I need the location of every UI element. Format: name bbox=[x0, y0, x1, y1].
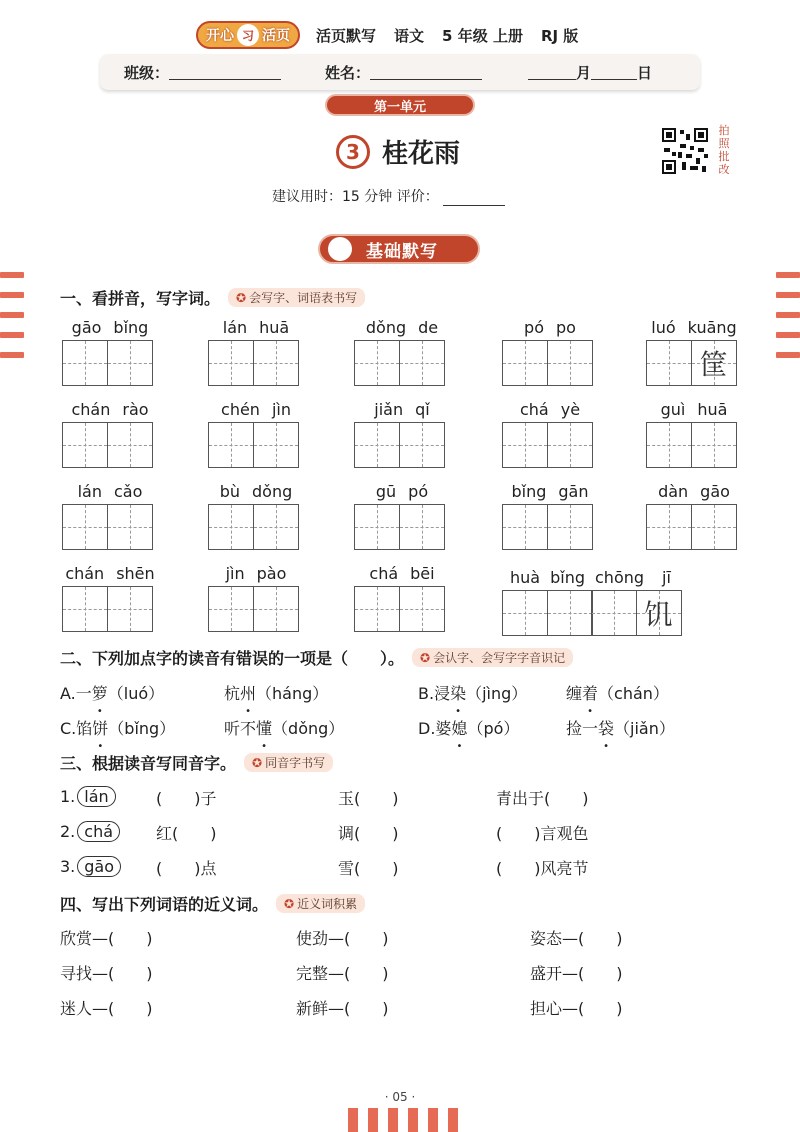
q3-row-1-blank-3[interactable]: 青出于( ) bbox=[496, 789, 589, 808]
q1-item-pinyin bbox=[354, 400, 450, 422]
char-box[interactable] bbox=[399, 340, 445, 386]
month-label: 月 bbox=[576, 63, 592, 82]
q1-item bbox=[62, 318, 158, 386]
char-box[interactable] bbox=[354, 422, 400, 468]
student-info-row bbox=[100, 54, 700, 90]
pinyin: gāo bbox=[71, 318, 102, 337]
q2-option-c[interactable]: C.馅饼（bǐng） bbox=[60, 719, 176, 738]
q1-item bbox=[502, 318, 598, 386]
grade-label bbox=[442, 25, 523, 46]
q4-row-1-item-1[interactable]: 欣赏—( ) bbox=[60, 929, 153, 948]
q1-item-boxes bbox=[208, 504, 304, 550]
lesson-title: 桂花雨 bbox=[382, 139, 461, 169]
char-box[interactable] bbox=[547, 590, 593, 636]
time-info bbox=[272, 186, 505, 206]
q1-long-item bbox=[502, 568, 692, 636]
q1-item-boxes bbox=[502, 340, 598, 386]
q1-item-boxes bbox=[208, 422, 304, 468]
brand-logo bbox=[196, 21, 300, 49]
pinyin: pào bbox=[256, 564, 287, 583]
subject-label: 语文 bbox=[394, 26, 425, 45]
q4-row-3-item-3[interactable]: 担心—( ) bbox=[530, 999, 623, 1018]
char-box[interactable] bbox=[399, 504, 445, 550]
name-field[interactable] bbox=[370, 64, 482, 80]
q4-row-2-item-1[interactable]: 寻找—( ) bbox=[60, 964, 153, 983]
q1-item bbox=[208, 400, 304, 468]
q1-heading bbox=[60, 286, 365, 309]
pinyin: huā bbox=[259, 318, 290, 337]
class-field[interactable] bbox=[169, 64, 281, 80]
q1-item-pinyin bbox=[62, 318, 158, 340]
pinyin: de bbox=[418, 318, 439, 337]
pinyin: guì bbox=[660, 400, 686, 419]
q1-item-boxes bbox=[646, 340, 742, 386]
unit-badge: 第一单元 bbox=[325, 94, 475, 116]
time-info-text: 建议用时：15 分钟 评价： bbox=[272, 189, 439, 205]
char-box[interactable] bbox=[691, 504, 737, 550]
q3-row-1-blank-1[interactable]: ( )子 bbox=[156, 789, 217, 808]
pinyin: pó bbox=[408, 482, 429, 501]
q1-item-boxes bbox=[502, 504, 598, 550]
char-box[interactable] bbox=[502, 590, 548, 636]
q1-item-pinyin bbox=[62, 482, 158, 504]
qr-code-icon[interactable] bbox=[660, 126, 710, 176]
pinyin: lán bbox=[222, 318, 248, 337]
q1-item-pinyin bbox=[208, 318, 304, 340]
pinyin: gāo bbox=[700, 482, 730, 501]
q2-option-b-word2: 缠着（chán） bbox=[566, 684, 669, 703]
lesson-number: 3 bbox=[336, 135, 370, 169]
book-meta bbox=[316, 25, 578, 46]
pinyin: bǐng bbox=[113, 318, 149, 337]
pinyin: gān bbox=[558, 482, 589, 501]
q1-item-pinyin bbox=[354, 564, 450, 586]
char-box[interactable] bbox=[502, 504, 548, 550]
char-box[interactable]: 筐 bbox=[691, 340, 737, 386]
char-box[interactable] bbox=[107, 340, 153, 386]
q1-title: 一、看拼音，写字词。 bbox=[60, 289, 221, 308]
q2-heading bbox=[60, 646, 573, 669]
pinyin: cǎo bbox=[114, 482, 143, 501]
char-box[interactable] bbox=[646, 504, 692, 550]
q4-title: 四、写出下列词语的近义词。 bbox=[60, 895, 269, 914]
char-box[interactable] bbox=[107, 586, 153, 632]
q3-heading bbox=[60, 751, 333, 774]
q2-title: 二、下列加点字的读音有错误的一项是（ ）。 bbox=[60, 649, 405, 668]
q4-row-2-item-2[interactable]: 完整—( ) bbox=[296, 964, 389, 983]
pinyin: bǐng bbox=[511, 482, 547, 501]
q1-item-boxes bbox=[502, 422, 598, 468]
q1-item bbox=[62, 482, 158, 550]
pinyin: huà bbox=[510, 568, 541, 587]
q1-item bbox=[646, 482, 742, 550]
q2-option-c-word2: 听不懂（dǒng） bbox=[224, 719, 345, 738]
pinyin: chōng bbox=[595, 568, 645, 587]
pinyin: luó bbox=[651, 318, 676, 337]
q3-row-2-blank-1[interactable]: 红( ) bbox=[156, 824, 217, 843]
q1-item bbox=[354, 400, 450, 468]
day-field[interactable] bbox=[591, 64, 637, 80]
q1-item-boxes bbox=[646, 422, 742, 468]
q1-item-pinyin bbox=[646, 318, 742, 340]
q2-option-a-word2: 杭州（háng） bbox=[224, 684, 329, 703]
q1-item-boxes bbox=[208, 586, 304, 632]
pinyin: pó bbox=[524, 318, 544, 337]
q2-option-d[interactable]: D.婆媳（pó） bbox=[418, 719, 520, 738]
char-box[interactable] bbox=[646, 422, 692, 468]
pinyin: huā bbox=[697, 400, 728, 419]
pinyin: chá bbox=[369, 564, 399, 583]
char-box[interactable] bbox=[253, 504, 299, 550]
q2-option-d-word2: 捡一袋（jiǎn） bbox=[566, 719, 675, 738]
char-box[interactable] bbox=[208, 340, 254, 386]
q1-item-pinyin bbox=[62, 400, 158, 422]
q1-item-pinyin bbox=[62, 564, 158, 586]
pinyin: shēn bbox=[116, 564, 155, 583]
q2-tag: ✪ 会认字、会写字字音识记 bbox=[412, 648, 573, 667]
q1-item bbox=[208, 482, 304, 550]
q1-tag: ✪ 会写字、词语表书写 bbox=[228, 288, 365, 307]
q1-long-boxes bbox=[502, 590, 692, 636]
right-stripes bbox=[776, 272, 800, 372]
char-box[interactable] bbox=[208, 504, 254, 550]
series-label: 活页默写 bbox=[316, 26, 377, 45]
q1-item-boxes bbox=[354, 586, 450, 632]
q1-item bbox=[354, 318, 450, 386]
char-box[interactable] bbox=[62, 504, 108, 550]
q3-tag: ✪ 同音字书写 bbox=[244, 753, 333, 772]
char-box[interactable] bbox=[354, 586, 400, 632]
term-text: 上册 bbox=[492, 26, 523, 45]
logo-right: 活页 bbox=[262, 28, 290, 44]
lesson-heading bbox=[336, 133, 460, 170]
char-box[interactable] bbox=[502, 340, 548, 386]
logo-left: 开心 bbox=[206, 28, 234, 44]
q1-item-boxes bbox=[354, 504, 450, 550]
month-field[interactable] bbox=[528, 64, 576, 80]
char-box[interactable] bbox=[253, 422, 299, 468]
char-box[interactable] bbox=[547, 340, 593, 386]
char-box[interactable] bbox=[62, 340, 108, 386]
pinyin: yè bbox=[560, 400, 581, 419]
char-box[interactable] bbox=[208, 422, 254, 468]
q1-item-boxes bbox=[354, 422, 450, 468]
char-box[interactable] bbox=[547, 422, 593, 468]
char-box[interactable] bbox=[399, 422, 445, 468]
pinyin: chán bbox=[65, 564, 105, 583]
q1-item-pinyin bbox=[502, 482, 598, 504]
pinyin: bù bbox=[219, 482, 241, 501]
magnifier-icon bbox=[328, 237, 352, 261]
char-box[interactable] bbox=[502, 422, 548, 468]
q3-row-3-blank-3[interactable]: ( )风亮节 bbox=[496, 859, 589, 878]
grade-text: 5 年级 bbox=[442, 26, 488, 45]
q4-heading bbox=[60, 892, 365, 915]
q1-item-pinyin bbox=[208, 482, 304, 504]
pinyin: dǒng bbox=[252, 482, 293, 501]
q3-title: 三、根据读音写同音字。 bbox=[60, 754, 237, 773]
pinyin: dàn bbox=[658, 482, 689, 501]
section-badge-text: 基础默写 bbox=[366, 241, 438, 262]
q1-item bbox=[646, 318, 742, 386]
logo-mid: 习 bbox=[237, 24, 259, 46]
pinyin: kuāng bbox=[687, 318, 737, 337]
pinyin: qǐ bbox=[415, 400, 430, 419]
evaluation-field[interactable] bbox=[443, 190, 505, 206]
pinyin: bēi bbox=[410, 564, 435, 583]
q3-row-3-label: 3. gāo bbox=[60, 856, 121, 877]
bottom-stripes bbox=[348, 1108, 458, 1132]
pinyin: dǒng bbox=[365, 318, 407, 337]
q1-item-pinyin bbox=[646, 400, 742, 422]
q1-item-pinyin bbox=[208, 564, 304, 586]
q1-item-pinyin bbox=[354, 482, 450, 504]
pinyin: po bbox=[556, 318, 576, 337]
q3-row-1-blank-2[interactable]: 玉( ) bbox=[338, 789, 399, 808]
q3-row-1-label: 1. lán bbox=[60, 786, 116, 807]
char-box[interactable] bbox=[646, 340, 692, 386]
char-box[interactable] bbox=[253, 340, 299, 386]
q1-item bbox=[354, 482, 450, 550]
class-label: 班级： bbox=[124, 63, 170, 82]
q4-row-1-item-2[interactable]: 使劲—( ) bbox=[296, 929, 389, 948]
qr-side-label: 拍照批改 bbox=[718, 124, 730, 176]
name-label: 姓名： bbox=[325, 63, 371, 82]
q4-row-1-item-3[interactable]: 姿态—( ) bbox=[530, 929, 623, 948]
char-box[interactable] bbox=[591, 590, 637, 636]
q2-option-b[interactable]: B.浸染（jìng） bbox=[418, 684, 528, 703]
char-box[interactable] bbox=[62, 586, 108, 632]
q1-item-boxes bbox=[62, 422, 158, 468]
q1-item-pinyin bbox=[646, 482, 742, 504]
pinyin: chén bbox=[221, 400, 260, 419]
char-box[interactable] bbox=[547, 504, 593, 550]
pinyin: gū bbox=[375, 482, 397, 501]
pinyin: bǐng bbox=[550, 568, 585, 587]
q1-item bbox=[208, 318, 304, 386]
q1-item-pinyin bbox=[208, 400, 304, 422]
char-box[interactable]: 饥 bbox=[636, 590, 682, 636]
q3-row-3-blank-2[interactable]: 雪( ) bbox=[338, 859, 399, 878]
q4-tag: ✪ 近义词积累 bbox=[276, 894, 365, 913]
q1-item-pinyin bbox=[502, 318, 598, 340]
day-label: 日 bbox=[637, 63, 653, 82]
pinyin: rào bbox=[122, 400, 149, 419]
pinyin: jìn bbox=[271, 400, 291, 419]
pinyin: chán bbox=[71, 400, 111, 419]
header-bar bbox=[196, 20, 616, 50]
q1-item-pinyin bbox=[354, 318, 450, 340]
q1-item-boxes bbox=[208, 340, 304, 386]
char-box[interactable] bbox=[208, 586, 254, 632]
char-box[interactable] bbox=[691, 422, 737, 468]
pinyin: jìn bbox=[225, 564, 245, 583]
q3-row-2-blank-2[interactable]: 调( ) bbox=[338, 824, 399, 843]
q4-row-3-item-1[interactable]: 迷人—( ) bbox=[60, 999, 153, 1018]
q1-item-boxes bbox=[62, 340, 158, 386]
char-box[interactable] bbox=[62, 422, 108, 468]
pinyin: chá bbox=[519, 400, 549, 419]
q1-item bbox=[646, 400, 742, 468]
q1-item-pinyin bbox=[502, 400, 598, 422]
section-badge bbox=[318, 234, 480, 264]
edition-label: RJ 版 bbox=[540, 26, 579, 45]
q1-item bbox=[62, 564, 158, 632]
q1-item-boxes bbox=[354, 340, 450, 386]
q1-item bbox=[354, 564, 450, 632]
q3-row-2-blank-3[interactable]: ( )言观色 bbox=[496, 824, 589, 843]
char-box[interactable] bbox=[354, 504, 400, 550]
pinyin: jiǎn bbox=[374, 400, 404, 419]
q1-item bbox=[208, 564, 304, 632]
char-box[interactable] bbox=[253, 586, 299, 632]
q3-row-3-blank-1[interactable]: ( )点 bbox=[156, 859, 217, 878]
q4-row-2-item-3[interactable]: 盛开—( ) bbox=[530, 964, 623, 983]
q4-row-3-item-2[interactable]: 新鲜—( ) bbox=[296, 999, 389, 1018]
q1-long-pinyin bbox=[502, 568, 692, 590]
q1-item bbox=[502, 482, 598, 550]
char-box[interactable] bbox=[354, 340, 400, 386]
left-stripes bbox=[0, 272, 24, 372]
q2-option-a[interactable]: A.一箩（luó） bbox=[60, 684, 165, 703]
pinyin: lán bbox=[77, 482, 102, 501]
q1-item-boxes bbox=[646, 504, 742, 550]
char-box[interactable] bbox=[107, 504, 153, 550]
q1-item-boxes bbox=[62, 504, 158, 550]
q3-row-2-label: 2. chá bbox=[60, 821, 120, 842]
char-box[interactable] bbox=[107, 422, 153, 468]
char-box[interactable] bbox=[399, 586, 445, 632]
q1-item bbox=[502, 400, 598, 468]
pinyin: jī bbox=[662, 568, 671, 587]
q1-item-boxes bbox=[62, 586, 158, 632]
page-number: · 05 · bbox=[384, 1090, 416, 1104]
q1-item bbox=[62, 400, 158, 468]
